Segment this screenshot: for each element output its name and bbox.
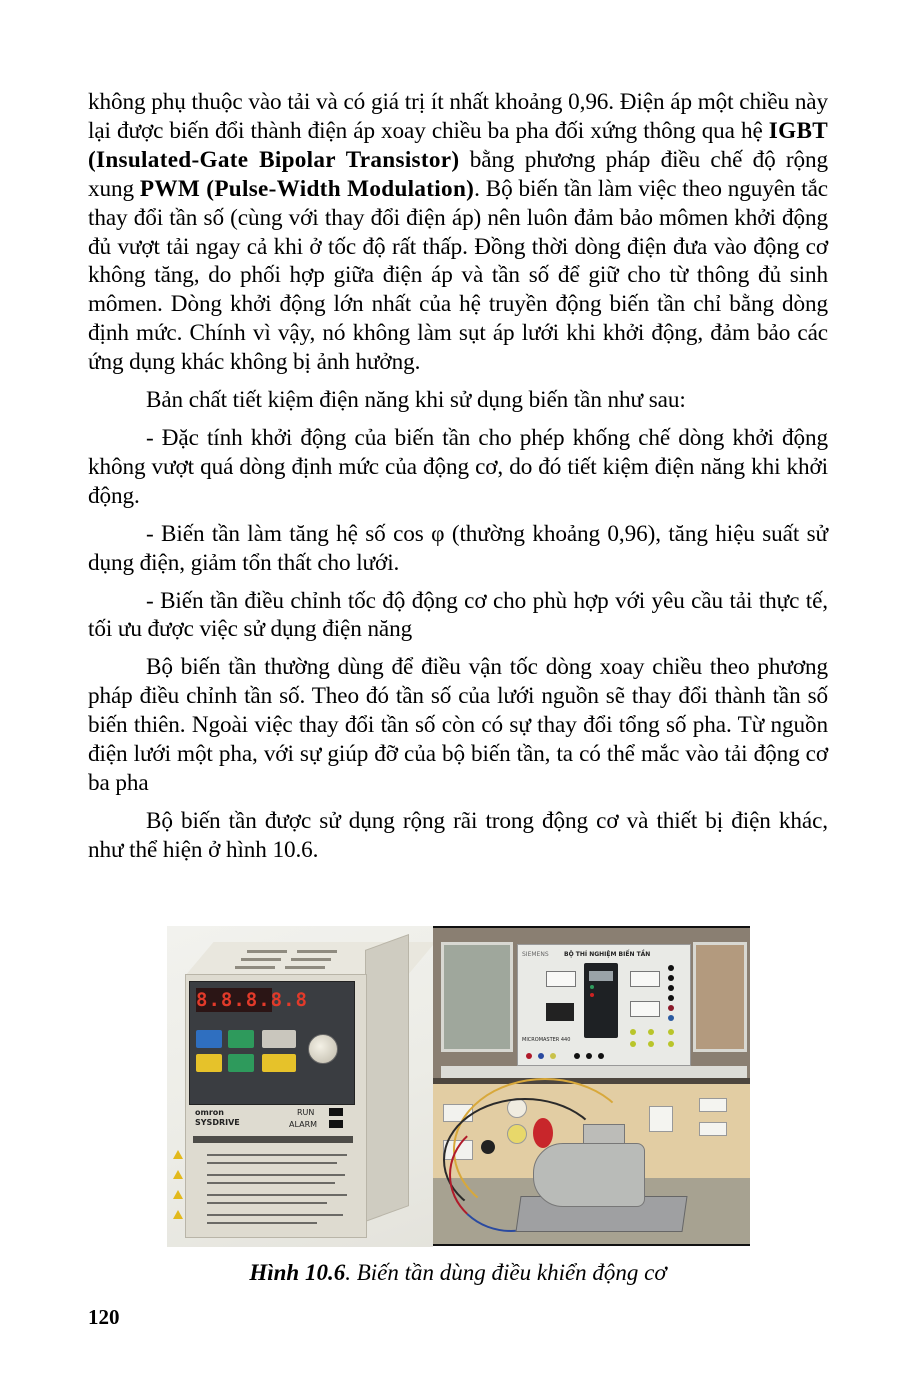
run-key — [262, 1030, 296, 1048]
inverter-side — [365, 934, 409, 1222]
jack — [668, 975, 674, 981]
board-title: BỘ THÍ NGHIỆM BIẾN TẦN — [564, 951, 651, 958]
warning-text-line — [207, 1182, 335, 1184]
jack — [586, 1053, 592, 1059]
figure-10-6 — [167, 926, 750, 1247]
inverter-photo — [167, 926, 433, 1247]
jack — [668, 985, 674, 991]
alarm-led — [329, 1120, 343, 1128]
vent — [235, 966, 275, 969]
three-phase-motor — [533, 1143, 645, 1207]
jack — [668, 995, 674, 1001]
jack — [648, 1029, 654, 1035]
warning-text-line — [207, 1154, 347, 1156]
paragraph-6: Bộ biến tần thường dùng để điều vận tốc dòng xoay chiều theo phương pháp điều chỉnh tần số. Theo đó tần số của lưới nguồn sẽ thay đổi thành tần số biến thiên. Ngoài việc thay đổi tần số còn có sự thay đổi tổng số pha. Từ nguồn điện lưới một pha, với sự giúp đỡ của bộ biến tần, ta có thể mắc vào tải động cơ ba pha — [88, 654, 828, 796]
jack — [668, 1015, 674, 1021]
board-frame — [441, 1066, 747, 1078]
jack — [630, 1041, 636, 1047]
vfd-display — [589, 971, 613, 981]
jack — [668, 1005, 674, 1011]
warning-text-line — [207, 1214, 343, 1216]
jack — [668, 1041, 674, 1047]
paragraph-7: Bộ biến tần được sử dụng rộng rãi trong động cơ và thiết bị điện khác, như thể hiện ở hình 10.6. — [88, 807, 828, 863]
figure-caption — [0, 1260, 916, 1286]
enter-key — [196, 1054, 222, 1072]
jack — [668, 1029, 674, 1035]
jack — [648, 1041, 654, 1047]
warning-icon — [173, 1210, 183, 1219]
vent — [247, 950, 287, 953]
vent — [285, 966, 325, 969]
brand-label: omron — [195, 1108, 224, 1117]
jack — [550, 1053, 556, 1059]
analog-meter — [630, 971, 660, 987]
jack — [574, 1053, 580, 1059]
warning-icon — [173, 1190, 183, 1199]
micromaster-inverter — [584, 963, 618, 1038]
paragraph-2: Bản chất tiết kiệm điện năng khi sử dụng biến tần như sau: — [146, 387, 686, 414]
pwm-term: PWM (Pulse-Width Modulation) — [139, 175, 475, 202]
control-panel — [189, 981, 355, 1105]
selector-switch — [546, 1003, 574, 1021]
vfd-stop-key — [590, 993, 594, 997]
warning-icon — [173, 1170, 183, 1179]
device-label: MICROMASTER 440 — [522, 1037, 571, 1043]
analog-meter — [546, 971, 576, 987]
window — [441, 942, 513, 1052]
caption-text: . Biến tần dùng điều khiển động cơ — [345, 1260, 667, 1285]
down-key — [228, 1054, 254, 1072]
warning-text-line — [207, 1194, 347, 1196]
jack — [526, 1053, 532, 1059]
vfd-start-key — [590, 985, 594, 989]
window — [693, 942, 747, 1052]
bench-meter — [649, 1106, 673, 1132]
analog-meter — [630, 1001, 660, 1017]
warning-text-line — [207, 1174, 345, 1176]
paragraph-1 — [88, 88, 828, 377]
warning-text-line — [207, 1202, 327, 1204]
warning-text-line — [207, 1222, 317, 1224]
frequency-dial — [308, 1034, 338, 1064]
vent — [291, 958, 331, 961]
bench-meter — [699, 1122, 727, 1136]
run-indicator-label: RUN — [297, 1108, 315, 1117]
mode-key — [196, 1030, 222, 1048]
paragraph-1-part-3: bằng phương pháp điều chế độ rộng xung — [88, 146, 828, 202]
caption-label: Hình 10.6 — [249, 1260, 346, 1285]
up-key — [228, 1030, 254, 1048]
bullet-2: - Biến tần làm tăng hệ số cos φ (thường khoảng 0,96), tăng hiệu suất sử dụng điện, giảm tổn thất cho lưới. — [88, 520, 828, 576]
led-display: 8.8.8.8.8 — [196, 989, 308, 1011]
test-bench-photo — [433, 926, 750, 1246]
jack — [630, 1029, 636, 1035]
paragraph-1-part-5: . Bộ biến tần làm việc theo nguyên tắc thay đổi tần số (cùng với thay đổi điện áp) nên luôn đảm bảo mômen khởi động đủ vượt tải ngay cả khi ở tốc độ rất thấp. Đồng thời dòng điện đưa vào động cơ không tăng, do phối hợp giữa điện áp và tần số để giữ cho từ thông đủ sinh mômen. Dòng khởi động lớn nhất của hệ truyền động biến tần chỉ bằng dòng định mức. Chính vì vậy, nó không làm sụt áp lưới khi khởi động, đảm bảo các ứng dụng khác không bị ảnh hưởng. — [88, 175, 828, 376]
rating-strip — [193, 1136, 353, 1143]
paragraph-1-part-1: không phụ thuộc vào tải và có giá trị ít nhất khoảng 0,96. Điện áp một chiều này lại được biến đổi thành điện áp xoay chiều ba pha đối xứng thông qua hệ — [88, 89, 828, 144]
siemens-logo: SIEMENS — [522, 951, 549, 958]
bullet-1: - Đặc tính khởi động của biến tần cho phép khống chế dòng khởi động không vượt quá dòng định mức của động cơ, do đó tiết kiệm điện năng khi khởi động. — [88, 424, 828, 509]
bench-meter — [699, 1098, 727, 1112]
alarm-indicator-label: ALARM — [289, 1120, 318, 1129]
warning-text-line — [207, 1162, 337, 1164]
vent — [297, 950, 337, 953]
bullet-3: - Biến tần điều chỉnh tốc độ động cơ cho phù hợp với yêu cầu tải thực tế, tối ưu được việc sử dụng điện năng — [88, 587, 828, 643]
jack — [668, 965, 674, 971]
warning-icon — [173, 1150, 183, 1159]
stop-reset-key — [262, 1054, 296, 1072]
igbt-term: IGBT (Insulated-Gate Bipolar Transistor) — [88, 117, 828, 173]
page-body — [88, 88, 828, 874]
model-label: SYSDRIVE — [195, 1118, 240, 1127]
run-led — [329, 1108, 343, 1116]
page-number: 120 — [88, 1305, 120, 1329]
jack — [538, 1053, 544, 1059]
vent — [241, 958, 281, 961]
jack — [598, 1053, 604, 1059]
